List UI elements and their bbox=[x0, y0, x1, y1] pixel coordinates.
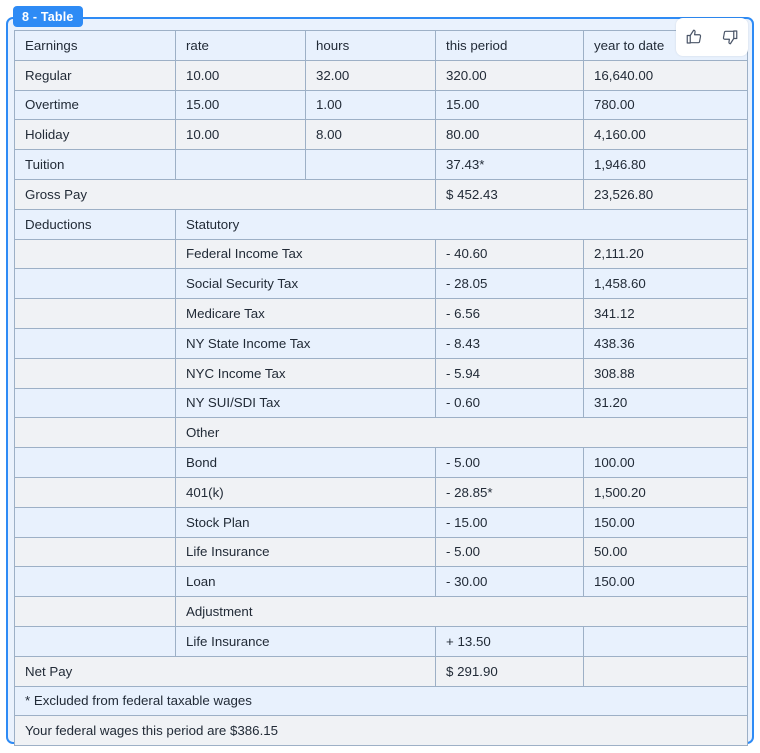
deduction-ytd: 150.00 bbox=[584, 567, 748, 597]
footnote-federal-wages: Your federal wages this period are $386.15 bbox=[15, 716, 748, 746]
spacer-cell bbox=[15, 299, 176, 329]
deduction-label: 401(k) bbox=[176, 477, 436, 507]
table-row bbox=[15, 150, 748, 180]
payslip-table-container bbox=[14, 30, 747, 746]
spacer-cell bbox=[15, 626, 176, 656]
deduction-this-period: - 6.56 bbox=[436, 299, 584, 329]
deduction-this-period: - 5.94 bbox=[436, 358, 584, 388]
column-header-rate: rate bbox=[176, 31, 306, 61]
table-row bbox=[15, 626, 748, 656]
net-pay-ytd bbox=[584, 656, 748, 686]
table-row bbox=[15, 269, 748, 299]
deduction-this-period: - 5.00 bbox=[436, 537, 584, 567]
deduction-ytd: 1,458.60 bbox=[584, 269, 748, 299]
thumbs-up-icon[interactable] bbox=[685, 28, 703, 46]
table-row bbox=[15, 120, 748, 150]
spacer-cell bbox=[15, 448, 176, 478]
earnings-ytd: 1,946.80 bbox=[584, 150, 748, 180]
spacer-cell bbox=[15, 388, 176, 418]
other-section-row bbox=[15, 418, 748, 448]
other-label: Other bbox=[176, 418, 748, 448]
column-header-hours: hours bbox=[306, 31, 436, 61]
table-row bbox=[15, 358, 748, 388]
adjustment-item-label: Life Insurance bbox=[176, 626, 436, 656]
adjustment-ytd bbox=[584, 626, 748, 656]
earnings-label: Regular bbox=[15, 60, 176, 90]
net-pay-row bbox=[15, 656, 748, 686]
net-pay-label: Net Pay bbox=[15, 656, 436, 686]
spacer-cell bbox=[15, 418, 176, 448]
earnings-hours: 32.00 bbox=[306, 60, 436, 90]
earnings-rate: 15.00 bbox=[176, 90, 306, 120]
deduction-label: NY State Income Tax bbox=[176, 328, 436, 358]
spacer-cell bbox=[15, 507, 176, 537]
deduction-label: Social Security Tax bbox=[176, 269, 436, 299]
payslip-table bbox=[14, 30, 748, 746]
adjustment-section-row bbox=[15, 597, 748, 627]
table-row bbox=[15, 239, 748, 269]
deduction-this-period: - 0.60 bbox=[436, 388, 584, 418]
deduction-label: Life Insurance bbox=[176, 537, 436, 567]
earnings-hours: 1.00 bbox=[306, 90, 436, 120]
deduction-ytd: 50.00 bbox=[584, 537, 748, 567]
earnings-label: Holiday bbox=[15, 120, 176, 150]
earnings-rate bbox=[176, 150, 306, 180]
annotation-tab-label: 8 - Table bbox=[22, 9, 74, 24]
deduction-label: Stock Plan bbox=[176, 507, 436, 537]
annotation-tab-badge[interactable] bbox=[13, 6, 83, 27]
earnings-hours: 8.00 bbox=[306, 120, 436, 150]
deduction-this-period: - 30.00 bbox=[436, 567, 584, 597]
earnings-this-period: 80.00 bbox=[436, 120, 584, 150]
earnings-rate: 10.00 bbox=[176, 60, 306, 90]
earnings-ytd: 16,640.00 bbox=[584, 60, 748, 90]
deduction-this-period: - 28.85* bbox=[436, 477, 584, 507]
table-row bbox=[15, 477, 748, 507]
spacer-cell bbox=[15, 239, 176, 269]
deduction-ytd: 308.88 bbox=[584, 358, 748, 388]
deduction-ytd: 438.36 bbox=[584, 328, 748, 358]
table-row bbox=[15, 299, 748, 329]
table-row bbox=[15, 507, 748, 537]
deduction-this-period: - 15.00 bbox=[436, 507, 584, 537]
deduction-label: Federal Income Tax bbox=[176, 239, 436, 269]
table-row bbox=[15, 567, 748, 597]
deduction-ytd: 150.00 bbox=[584, 507, 748, 537]
spacer-cell bbox=[15, 477, 176, 507]
earnings-label: Overtime bbox=[15, 90, 176, 120]
gross-pay-ytd: 23,526.80 bbox=[584, 179, 748, 209]
adjustment-label: Adjustment bbox=[176, 597, 748, 627]
table-row bbox=[15, 60, 748, 90]
footnote-row bbox=[15, 686, 748, 716]
deduction-label: NYC Income Tax bbox=[176, 358, 436, 388]
column-header-year-to-date: year to date bbox=[584, 31, 748, 61]
earnings-this-period: 320.00 bbox=[436, 60, 584, 90]
spacer-cell bbox=[15, 358, 176, 388]
feedback-panel bbox=[676, 18, 748, 56]
deduction-label: Bond bbox=[176, 448, 436, 478]
gross-pay-this-period: $ 452.43 bbox=[436, 179, 584, 209]
table-row bbox=[15, 388, 748, 418]
deduction-label: Loan bbox=[176, 567, 436, 597]
deduction-label: NY SUI/SDI Tax bbox=[176, 388, 436, 418]
deduction-ytd: 341.12 bbox=[584, 299, 748, 329]
deductions-statutory-row bbox=[15, 209, 748, 239]
gross-pay-label: Gross Pay bbox=[15, 179, 436, 209]
footnote-row bbox=[15, 716, 748, 746]
spacer-cell bbox=[15, 597, 176, 627]
spacer-cell bbox=[15, 269, 176, 299]
deduction-this-period: - 28.05 bbox=[436, 269, 584, 299]
earnings-this-period: 15.00 bbox=[436, 90, 584, 120]
deduction-this-period: - 8.43 bbox=[436, 328, 584, 358]
earnings-label: Tuition bbox=[15, 150, 176, 180]
column-header-this-period: this period bbox=[436, 31, 584, 61]
spacer-cell bbox=[15, 567, 176, 597]
deduction-ytd: 31.20 bbox=[584, 388, 748, 418]
earnings-this-period: 37.43* bbox=[436, 150, 584, 180]
adjustment-this-period: + 13.50 bbox=[436, 626, 584, 656]
deduction-ytd: 100.00 bbox=[584, 448, 748, 478]
table-row bbox=[15, 328, 748, 358]
spacer-cell bbox=[15, 328, 176, 358]
table-row bbox=[15, 90, 748, 120]
thumbs-down-icon[interactable] bbox=[721, 28, 739, 46]
footnote-excluded-wages: * Excluded from federal taxable wages bbox=[15, 686, 748, 716]
gross-pay-row bbox=[15, 179, 748, 209]
earnings-hours bbox=[306, 150, 436, 180]
deduction-ytd: 1,500.20 bbox=[584, 477, 748, 507]
statutory-label: Statutory bbox=[176, 209, 748, 239]
earnings-ytd: 780.00 bbox=[584, 90, 748, 120]
deduction-this-period: - 5.00 bbox=[436, 448, 584, 478]
earnings-rate: 10.00 bbox=[176, 120, 306, 150]
earnings-ytd: 4,160.00 bbox=[584, 120, 748, 150]
spacer-cell bbox=[15, 537, 176, 567]
payslip-table-body bbox=[15, 31, 748, 746]
deduction-ytd: 2,111.20 bbox=[584, 239, 748, 269]
column-header-earnings: Earnings bbox=[15, 31, 176, 61]
deduction-this-period: - 40.60 bbox=[436, 239, 584, 269]
table-row bbox=[15, 537, 748, 567]
net-pay-this-period: $ 291.90 bbox=[436, 656, 584, 686]
table-row bbox=[15, 448, 748, 478]
table-header-row bbox=[15, 31, 748, 61]
deduction-label: Medicare Tax bbox=[176, 299, 436, 329]
deductions-label: Deductions bbox=[15, 209, 176, 239]
